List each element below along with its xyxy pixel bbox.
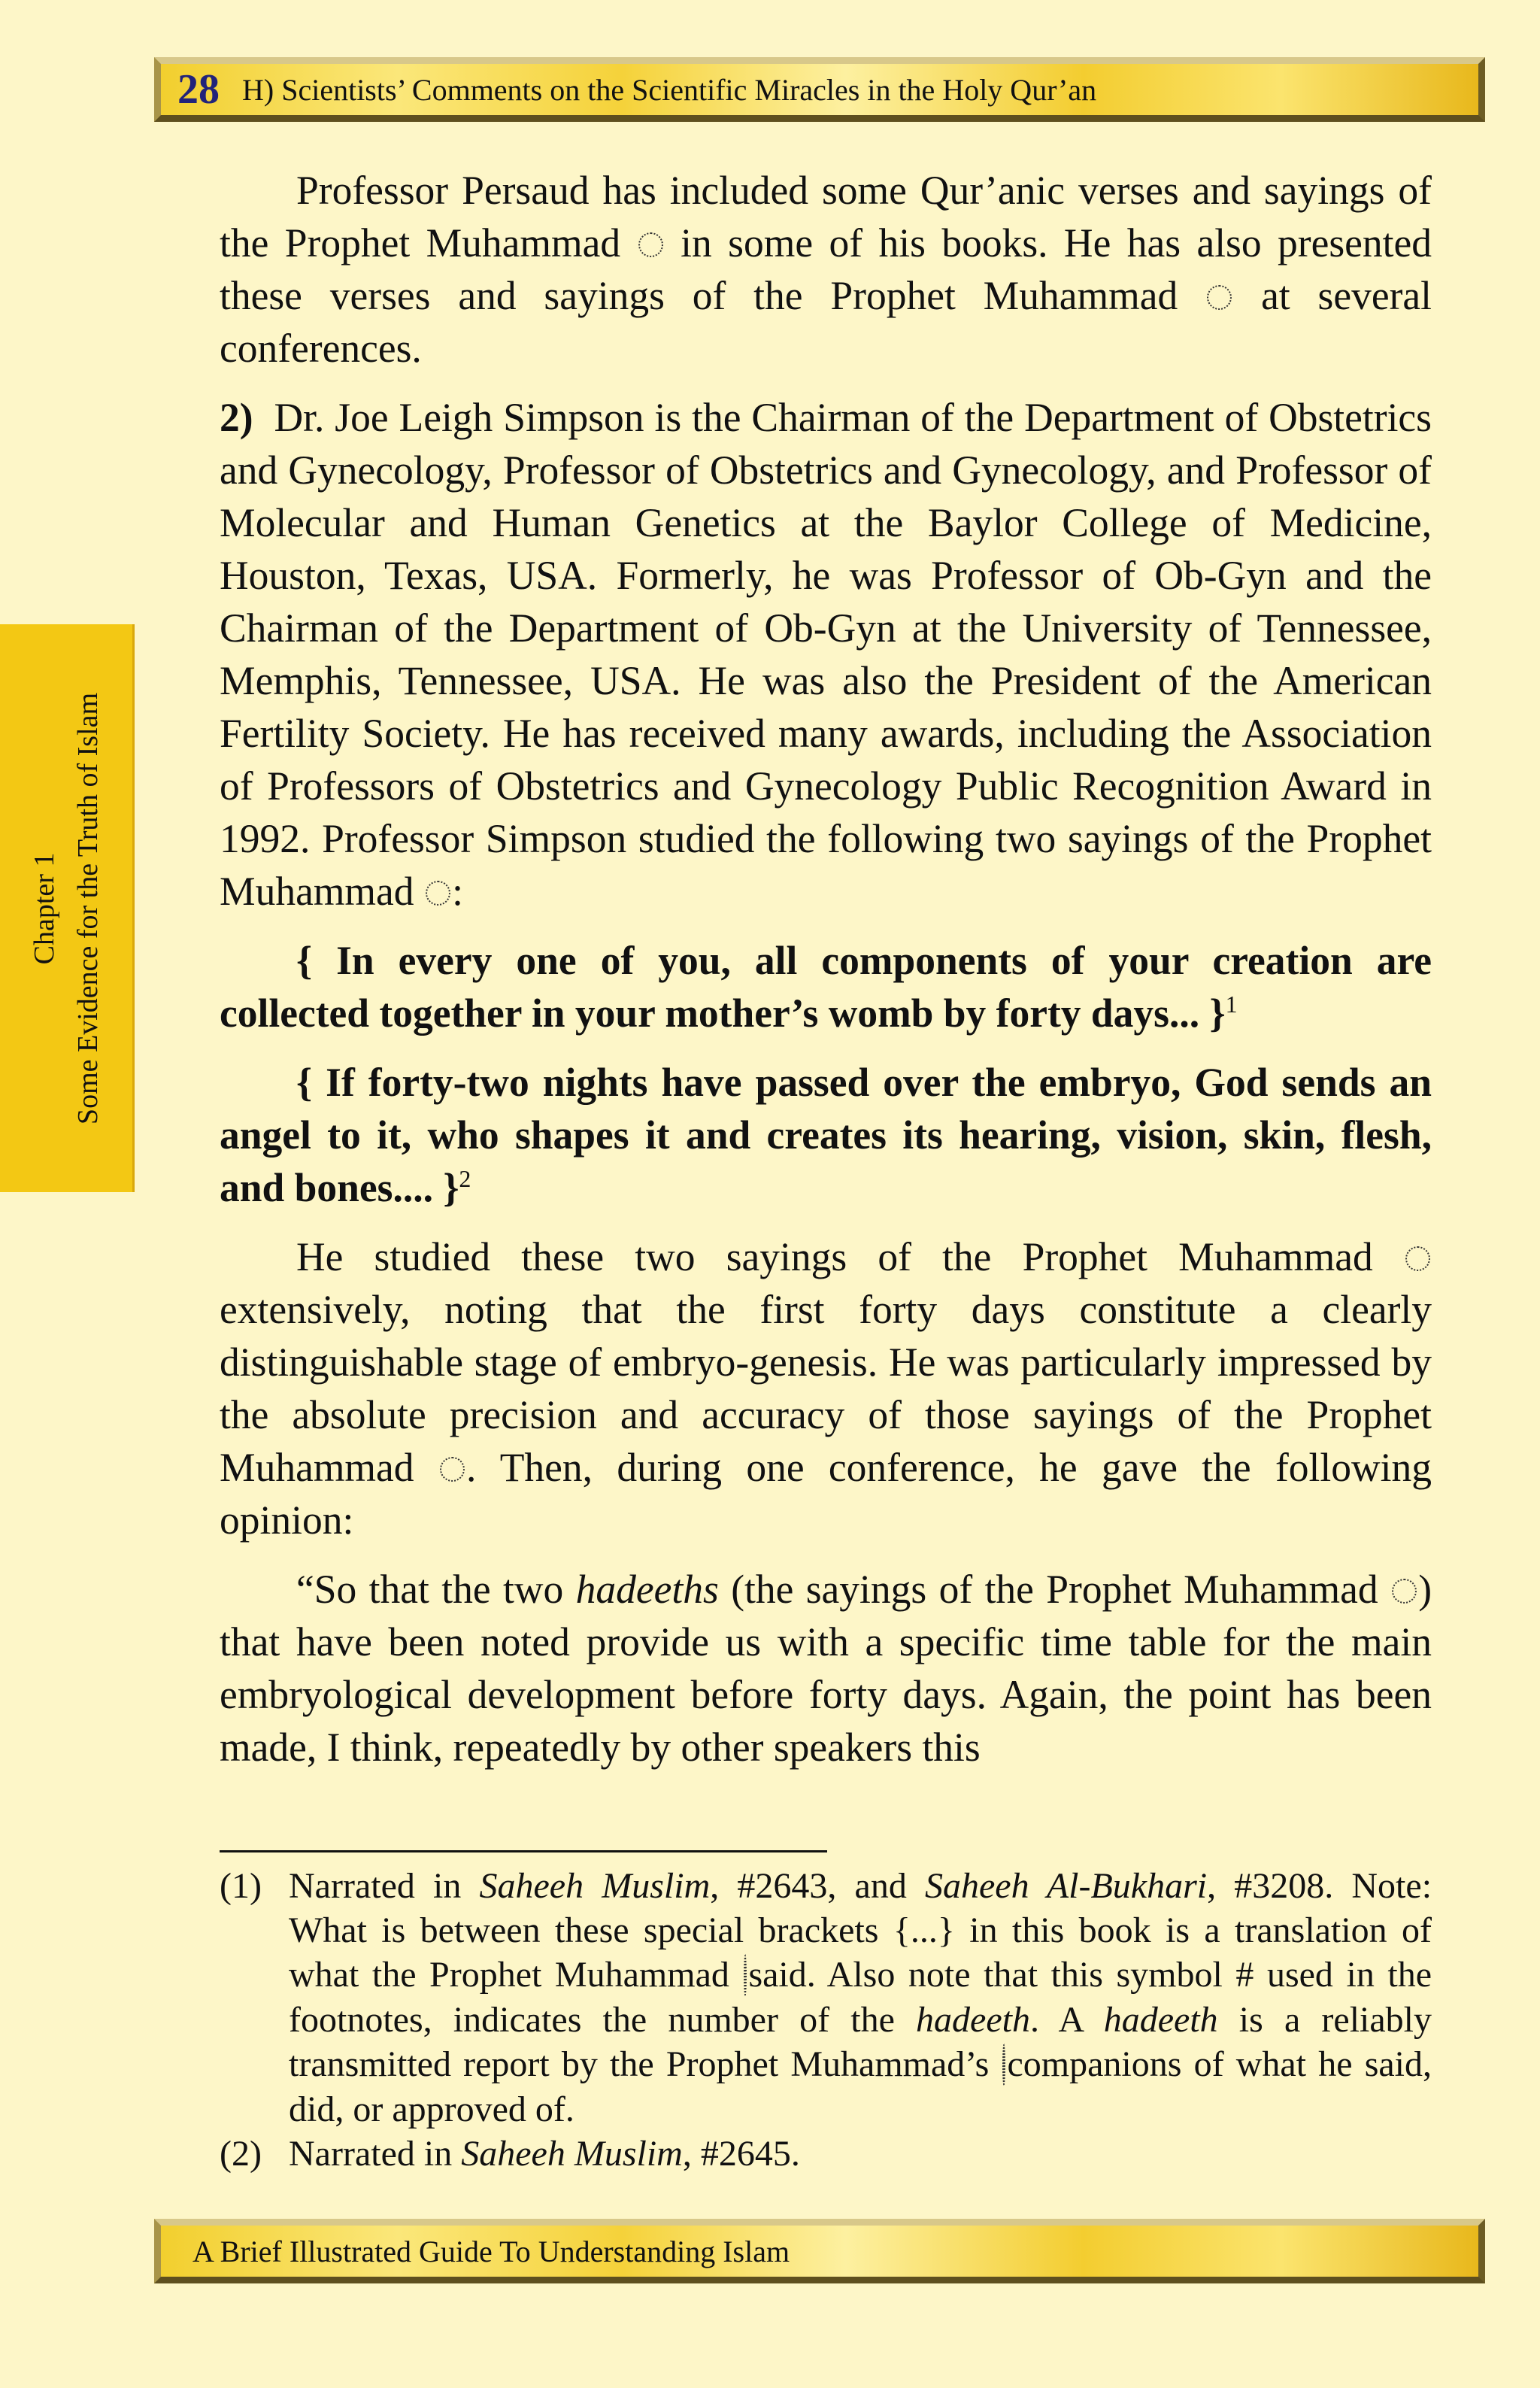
footnote-1: (1) Narrated in Saheeh Muslim, #2643, and Saheeh Al-Bukhari, #3208. Note: What is between these special brackets {...} in this book is a translation of what the Prophet Muhammad said. Also note that this symbol # used in the footnotes, indicates the number of the hadeeth. A hadeeth is a reliably transmitted report by the Prophet Muhammad’s companions of what he said, did, or approved of. <box>220 1864 1432 2132</box>
running-head: H) Scientists’ Comments on the Scientific Miracles in the Holy Qur’an <box>242 72 1097 107</box>
footer-bar <box>154 2219 1485 2283</box>
salutation-icon <box>1392 1579 1417 1604</box>
hadith-quote-2: { If forty-two nights have passed over the embryo, God sends an angel to it, who shapes it and creates its hearing, vision, skin, flesh, and bones.... }$^2$ <box>220 1060 1432 1210</box>
main-text <box>220 164 1432 1774</box>
footnote-divider <box>220 1850 827 1852</box>
salutation-icon <box>1405 1246 1430 1271</box>
salutation-icon <box>440 1457 465 1482</box>
hadith-quote-1: { In every one of you, all components of your creation are collected together in your mother’s womb by forty days... }$^1$ <box>220 938 1432 1036</box>
paragraph-study: He studied these two sayings of the Prophet Muhammad extensively, noting that the first forty days constitute a clearly distinguishable stage of embryo-genesis. He was particularly impressed by the absolute precision and accuracy of those sayings of the Prophet Muhammad . Then, during one conference, he gave the following opinion: <box>220 1234 1432 1543</box>
salutation-icon <box>426 881 450 906</box>
book-title: A Brief Illustrated Guide To Understanding Islam <box>192 2234 790 2268</box>
item-number: 2) <box>220 395 253 440</box>
footnote-ref-2: 2 <box>459 1165 471 1193</box>
salutation-icon <box>744 1954 747 1997</box>
chapter-side-tab <box>0 624 135 1192</box>
header-bar <box>154 57 1485 122</box>
salutation-icon <box>1002 2044 1005 2086</box>
chapter-label: Chapter 1 <box>29 852 60 964</box>
page-number: 28 <box>177 66 220 113</box>
footnotes <box>220 1864 1432 2176</box>
footnote-number: (1) <box>220 1866 262 1906</box>
chapter-tab-text <box>23 692 110 1124</box>
paragraph-simpson: 2) Dr. Joe Leigh Simpson is the Chairman of the Department of Obstetrics and Gynecology, Professor of Obstetrics and Gynecology, and Professor of Molecular and Human Genetics at the Baylor College of Medicine, Houston, Texas, USA. Formerly, he was Professor of Ob-Gyn and the Chairman of the Department of Ob-Gyn at the University of Tennessee, Memphis, Tennessee, USA. He was also the President of the American Fertility Society. He has received many awards, including the Association of Professors of Obstetrics and Gynecology Public Recognition Award in 1992. Professor Simpson studied the following two sayings of the Prophet Muhammad : <box>220 395 1432 914</box>
footnote-2: (2) Narrated in Saheeh Muslim, #2645. <box>220 2132 1432 2176</box>
footnote-ref-1: 1 <box>1225 991 1238 1018</box>
footnote-number: (2) <box>220 2133 262 2174</box>
paragraph-opinion-quote: “So that the two hadeeths (the sayings of the Prophet Muhammad ) that have been noted provide us with a specific time table for the main embryological development before forty days. Again, the point has been made, I think, repeatedly by other speakers this <box>220 1567 1432 1770</box>
paragraph-persaud: Professor Persaud has included some Qur’anic verses and sayings of the Prophet Muhammad in some of his books. He has also presented these verses and sayings of the Prophet Muhammad at several conferences. <box>220 168 1432 371</box>
salutation-icon <box>638 232 663 257</box>
salutation-icon <box>1207 285 1232 310</box>
chapter-title: Some Evidence for the Truth of Islam <box>72 692 104 1124</box>
